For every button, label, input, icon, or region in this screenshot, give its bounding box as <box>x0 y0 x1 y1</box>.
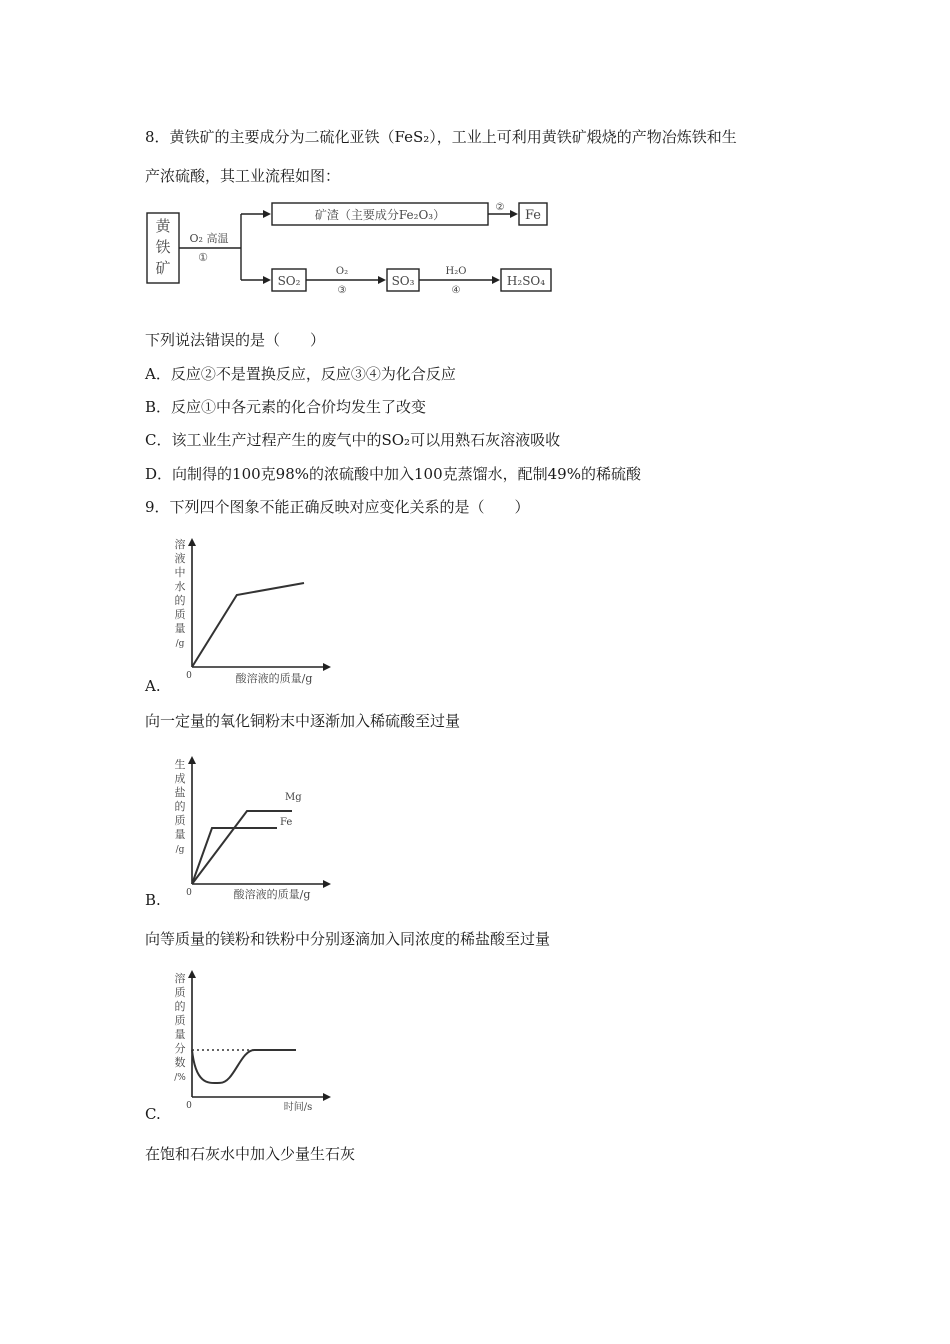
graph-b-curve-mg <box>192 811 292 884</box>
graph-c <box>170 968 345 1118</box>
graph-c-ylabel-1: 溶 <box>174 972 186 985</box>
graph-c-ylabel-8: /% <box>174 1073 186 1083</box>
graph-c-plot <box>192 1050 296 1083</box>
q8-option-a: A．反应②不是置换反应，反应③④为化合反应 <box>145 365 456 383</box>
q8-stem-line2: 产浓硫酸，其工业流程如图： <box>145 167 341 185</box>
graph-b <box>170 754 345 904</box>
graph-a-ylabel <box>175 537 186 649</box>
graph-b-curve-fe <box>192 828 277 884</box>
flow-arrowhead-slag <box>263 210 271 218</box>
graph-c-ylabel-2: 质 <box>174 986 186 999</box>
graph-a-xlabel: 酸溶液的质量/g <box>235 672 313 685</box>
flow-diagram <box>145 198 555 294</box>
graph-a-ylabel-4: 水 <box>174 580 186 593</box>
graph-c-curve-series-1 <box>192 1050 296 1083</box>
graph-b-series-label-fe: Fe <box>280 817 293 828</box>
graph-a-origin: 0 <box>186 671 192 681</box>
q8-option-b: B．反应①中各元素的化合价均发生了改变 <box>145 398 427 416</box>
graph-c-xlabel: 时间/s <box>283 1102 313 1113</box>
graph-a-ylabel-8: /g <box>175 639 185 649</box>
graph-b-ylabel-6: 量 <box>174 828 186 841</box>
graph-b-y-arrow <box>188 756 196 764</box>
graph-b-ylabel <box>175 757 186 855</box>
flow-step2-number: ② <box>495 202 505 213</box>
graph-b-xlabel: 酸溶液的质量/g <box>233 888 311 901</box>
flow-arrowhead-h2so4 <box>492 276 500 284</box>
flow-step1-number: ① <box>198 251 208 264</box>
flow-so3-label: SO₃ <box>391 274 415 288</box>
graph-c-ylabel-5: 量 <box>174 1028 186 1041</box>
graph-c-caption: 在饱和石灰水中加入少量生石灰 <box>145 1145 356 1163</box>
flow-step1-condition: O₂ 高温 <box>189 232 229 245</box>
graph-a-x-arrow <box>323 663 331 671</box>
graph-a-ylabel-1: 溶 <box>174 538 186 551</box>
graph-b-ylabel-4: 的 <box>174 800 186 813</box>
graph-c-ylabel <box>174 971 186 1083</box>
flow-step4-number: ④ <box>451 285 461 294</box>
graph-a-ylabel-6: 质 <box>174 608 186 621</box>
q8-option-c: C．该工业生产过程产生的废气中的SO₂可以用熟石灰溶液吸收 <box>145 431 561 449</box>
flow-arrowhead-fe <box>510 210 518 218</box>
graph-b-series-label-mg: Mg <box>285 792 302 803</box>
graph-a-ylabel-2: 液 <box>174 552 186 565</box>
flow-arrowhead-so2 <box>263 276 271 284</box>
graph-a-y-arrow <box>188 538 196 546</box>
graph-b-ylabel-3: 盐 <box>174 786 186 799</box>
graph-b-caption: 向等质量的镁粉和铁粉中分别逐滴加入同浓度的稀盐酸至过量 <box>145 930 551 948</box>
graph-c-ylabel-3: 的 <box>174 1000 186 1013</box>
flow-h2so4-label: H₂SO₄ <box>506 274 546 288</box>
graph-b-x-arrow <box>323 880 331 888</box>
flow-start-char-2: 铁 <box>155 238 171 256</box>
graph-b-letter: B. <box>145 891 161 909</box>
graph-b-ylabel-1: 生 <box>174 758 186 771</box>
graph-c-ylabel-6: 分 <box>174 1042 186 1055</box>
flow-step3-condition: O₂ <box>335 266 349 277</box>
graph-b-ylabel-7: /g <box>175 845 185 855</box>
flow-so2-label: SO₂ <box>277 274 301 288</box>
graph-a-ylabel-7: 量 <box>174 622 186 635</box>
flow-fe-label: Fe <box>524 208 542 223</box>
graph-b-origin: 0 <box>186 888 192 898</box>
graph-c-origin: 0 <box>186 1101 192 1111</box>
graph-a-curve-series-1 <box>192 583 304 667</box>
flow-start-char-3: 矿 <box>155 259 171 277</box>
graph-c-ylabel-4: 质 <box>174 1014 186 1027</box>
flow-arrowhead-so3 <box>378 276 386 284</box>
graph-b-ylabel-5: 质 <box>174 814 186 827</box>
graph-c-letter: C. <box>145 1105 161 1123</box>
graph-b-plot <box>192 811 292 884</box>
graph-c-x-arrow <box>323 1093 331 1101</box>
flow-step3-number: ③ <box>337 285 347 294</box>
graph-b-ylabel-2: 成 <box>174 772 186 785</box>
q8-option-d: D．向制得的100克98%的浓硫酸中加入100克蒸馏水，配制49%的稀硫酸 <box>145 465 641 483</box>
graph-a <box>170 536 345 688</box>
graph-a-plot <box>192 583 304 667</box>
q9-stem: 9．下列四个图象不能正确反映对应变化关系的是（ ） <box>145 498 530 516</box>
graph-a-caption: 向一定量的氧化铜粉末中逐渐加入稀硫酸至过量 <box>145 712 461 730</box>
flow-slag-label: 矿渣（主要成分Fe₂O₃） <box>314 208 446 222</box>
q8-question: 下列说法错误的是（ ） <box>145 331 326 349</box>
graph-a-letter: A. <box>145 677 161 695</box>
graph-a-ylabel-5: 的 <box>174 594 186 607</box>
graph-c-y-arrow <box>188 970 196 978</box>
graph-c-ylabel-7: 数 <box>174 1056 186 1069</box>
flow-start-char-1: 黄 <box>155 217 171 235</box>
flow-step4-condition: H₂O <box>445 266 467 277</box>
q8-stem-line1: 8．黄铁矿的主要成分为二硫化亚铁（FeS₂），工业上可利用黄铁矿煅烧的产物冶炼铁和生 <box>145 128 737 146</box>
graph-a-ylabel-3: 中 <box>174 566 186 579</box>
